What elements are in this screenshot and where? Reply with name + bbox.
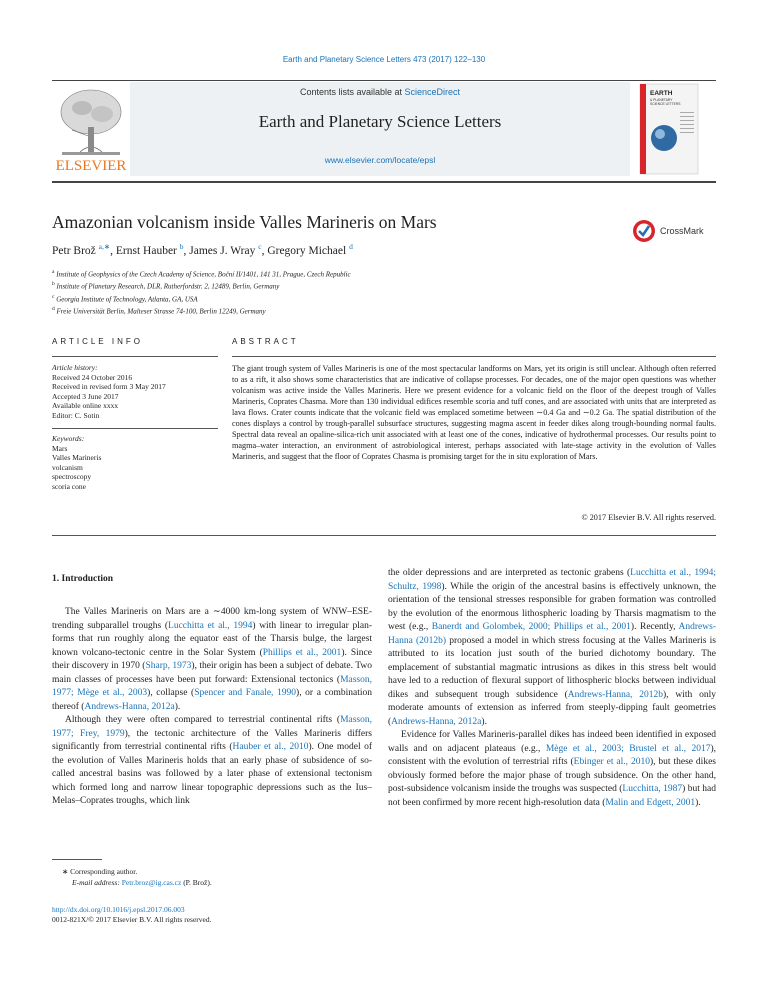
citation-link[interactable]: Phillips et al., 2001	[262, 647, 342, 658]
citation-link[interactable]: Andrews-Hanna, 2012a	[391, 716, 482, 727]
crossmark-icon	[632, 219, 656, 243]
divider	[232, 356, 716, 357]
email-label: E-mail address:	[72, 878, 122, 887]
author-list: Petr Brož $^{a,∗}$, Ernst Hauber $^b$, James J. Wray $^c$, Gregory Michael $^d$	[52, 242, 353, 257]
citation-link[interactable]: Andrews-Hanna (2012b)	[388, 622, 716, 646]
keyword-item: Valles Marineris	[52, 453, 102, 463]
issn-line: 0012-821X/© 2017 Elsevier B.V. All rights reserved.	[52, 915, 212, 924]
doi-link[interactable]: http://dx.doi.org/10.1016/j.epsl.2017.06.003	[52, 905, 185, 914]
paragraph: the older depressions and are interpreted as tectonic grabens (Lucchitta et al., 1994; Schultz, 1998). While the origin of the ancestral basins is effectively unknown, the orientation of the tensional stresses responsible for graben formation was controlled by the evolution of the enormous lithospheric loading by Tharsis magmatism to the west (e.g., Banerdt and Golombek, 2000; Phillips et al., 2001). Recently, Andrews-Hanna (2012b) proposed a model in which stress focusing at the Valles Marineris is attributed to its location just south of the buried dichotomy boundary. The emplacement of substantial magmatic intrusions as dikes in this stress belt would have led to a reduction of flexural support of lithospheric blocks between individual dikes and subsequent trough subsidence (Andrews-Hanna, 2012b), with only moderate amounts of extension as inferred from steeply-dipping fault geometries (Andrews-Hanna, 2012a).	[388, 568, 717, 727]
keyword-item: scoria cone	[52, 481, 86, 491]
contents-prefix: Contents lists available at	[299, 87, 405, 97]
affiliation-item: $^c$ Georgia Institute of Technology, Atlanta, GA, USA	[52, 293, 198, 303]
svg-text:& PLANETARY: & PLANETARY	[650, 98, 673, 102]
article-title: Amazonian volcanism inside Valles Marineris on Mars	[52, 212, 437, 232]
divider	[52, 535, 716, 536]
history-item: Received in revised form 3 May 2017	[52, 382, 166, 392]
author-affiliation-marker[interactable]: d	[349, 242, 353, 251]
section-heading: 1. Introduction	[52, 574, 114, 584]
citation-link[interactable]: Sharp, 1973	[145, 661, 192, 671]
author-affiliation-marker[interactable]: c	[258, 242, 262, 251]
citation-link[interactable]: Hauber et al., 2010	[232, 742, 309, 752]
copyright-notice: © 2017 Elsevier B.V. All rights reserved.	[581, 513, 716, 522]
body-column-right	[388, 567, 716, 810]
citation-link[interactable]: Lucchitta et al., 1994	[168, 620, 253, 631]
footer	[52, 905, 212, 925]
history-item: Accepted 3 June 2017	[52, 391, 119, 401]
affiliation-item: $^a$ Institute of Geophysics of the Czech Academy of Science, Boční II/1401, 141 31, Prague, Czech Republic	[52, 269, 351, 279]
citation-link[interactable]: Masson, 1977; Mège et al., 2003	[52, 674, 372, 698]
divider	[52, 428, 218, 429]
keyword-item: volcanism	[52, 462, 83, 472]
body-column-left	[52, 606, 372, 809]
citation-link[interactable]: Malin and Edgett, 2001	[605, 797, 696, 808]
keyword-item: Mars	[52, 443, 68, 453]
elsevier-logo	[52, 82, 130, 176]
article-history	[52, 363, 218, 421]
contents-line	[130, 87, 630, 97]
journal-cover-image	[636, 82, 716, 176]
citation-link[interactable]: Andrews-Hanna, 2012b	[567, 689, 664, 700]
author-affiliation-marker[interactable]: a,∗	[98, 242, 111, 251]
author-name[interactable]: Gregory Michael	[267, 244, 347, 257]
footnote-text: Corresponding author.	[70, 867, 138, 876]
author-name[interactable]: Petr Brož	[52, 244, 96, 257]
author-name[interactable]: James J. Wray	[189, 244, 256, 257]
journal-reference[interactable]: Earth and Planetary Science Letters 473 (2017) 122–130	[282, 55, 486, 64]
article-info-heading: ARTICLE INFO	[52, 337, 143, 346]
keyword-list	[52, 434, 218, 492]
email-link[interactable]: Petr.broz@ig.cas.cz	[121, 878, 182, 887]
elsevier-wordmark: ELSEVIER	[55, 158, 127, 174]
history-item: Available online xxxx	[52, 401, 119, 411]
citation-link[interactable]: Lucchitta, 1987	[622, 784, 683, 794]
citation-link[interactable]: Lucchitta et al., 1994; Schultz, 1998	[388, 568, 716, 592]
author-affiliation-marker[interactable]: b	[179, 242, 184, 251]
paragraph: The Valles Marineris on Mars are a ∼4000 km-long system of WNW–ESE-trending subparallel troughs (Lucchitta et al., 1994) with linear to irregular plan-forms that run roughly along the equator east of the Tharsis bulge, the largest known volcano-tectonic centre in the Solar System (Phillips et al., 2001). Since their discovery in 1970 (Sharp, 1973), their origin has been a subject of debate. Two main classes of processes have been put forward: Extensional tectonics (Masson, 1977; Mège et al., 2003), collapse (Spencer and Fanale, 1990), or a combination thereof (Andrews-Hanna, 2012a).	[52, 607, 373, 712]
affiliation-item: $^d$ Freie Universität Berlin, Malteser Strasse 74-100, Berlin 12249, Germany	[52, 305, 266, 316]
citation-link[interactable]: Andrews-Hanna, 2012a	[84, 701, 175, 712]
footnote-divider	[52, 859, 102, 860]
footnote	[52, 866, 212, 888]
abstract-text: The giant trough system of Valles Marineris is one of the most spectacular landforms on Mars, yet its origin is still unclear. Although often referred to as a rift, it also shows some characteristics that are indicative of collapse processes. For decades, one of the major open questions was whether volcanism was active inside the Valles Marineris. Here we present evidence for a volcanic field on the floor of the deepest trough of Valles Marineris, Coprates Chasma. More than 130 individual edifices resemble scoria and tuff cones, and are associated with units that are interpreted as lava flows. Crater counts indicate that the volcanic field was emplaced sometime between ∼0.4 Ga and ∼0.2 Ga. The spatial distribution of the cones displays a control by trough-parallel subsurface structures, suggesting magma ascent in feeder dikes along trough-bounding normal faults. Spectral data reveal an opaline-silica-rich unit associated with at least one of the cones, indicative of hydrothermal processes. Our results point to magma–water interaction, an environment of astrobiological interest, perhaps associated with late-stage activity in the evolution of Valles Marineris, and suggest that the floor of Coprates Chasma is promising target for the in situ exploration of Mars.	[232, 364, 716, 461]
divider	[52, 356, 218, 357]
history-item: Editor: C. Sotin	[52, 410, 100, 420]
paragraph: Evidence for Valles Marineris-parallel dikes has indeed been identified in exposed walls and on adjacent plateaus (e.g., Mège et al., 2003; Brustel et al., 2017), consistent with the evolution of terrestrial rifts (Ebinger et al., 2010), but these dikes obviously formed before the major phase of trough subsidence. On the other hand, post-subsidence volcanism inside the troughs was suspected (Lucchitta, 1987) but had not been confirmed by more recent high-resolution data (Malin and Edgett, 2001).	[388, 730, 716, 808]
history-label: Article history:	[52, 363, 98, 372]
abstract-heading: ABSTRACT	[232, 337, 299, 346]
citation-link[interactable]: Spencer and Fanale, 1990	[194, 688, 297, 698]
keyword-item: spectroscopy	[52, 472, 92, 482]
author-name[interactable]: Ernst Hauber	[115, 244, 177, 257]
sciencedirect-link[interactable]: ScienceDirect	[404, 87, 461, 97]
svg-text:SCIENCE LETTERS: SCIENCE LETTERS	[650, 102, 681, 106]
keywords-label: Keywords:	[52, 434, 85, 443]
citation-link[interactable]: Ebinger et al., 2010	[573, 757, 650, 767]
svg-text:EARTH: EARTH	[650, 90, 673, 97]
history-item: Received 24 October 2016	[52, 372, 133, 382]
journal-title: Earth and Planetary Science Letters	[258, 112, 502, 131]
paragraph: Although they were often compared to terrestrial continental rifts (Masson, 1977; Frey, 1979), the tectonic architecture of the Valles Marineris differs significantly from terrestrial continental rifts (Hauber et al., 2010). One model of the evolution of Valles Marineris holds that an early phase of subsidence of so-called ancestral basins was followed by a later phase of extensional tectonism which formed long and narrow linear topographic depressions such as the Ius–Melas–Coprates troughs, which link	[52, 715, 373, 806]
footnote-marker: ∗	[62, 867, 69, 876]
citation-link[interactable]: Banerdt and Golombek, 2000; Phillips et al., 2001	[431, 622, 631, 632]
affiliation-list	[52, 267, 351, 316]
affiliation-item: $^b$ Institute of Planetary Research, DLR, Rutherfordstr. 2, 12489, Berlin, Germany	[52, 281, 280, 291]
email-suffix: (P. Brož).	[181, 878, 212, 887]
journal-url-link[interactable]: www.elsevier.com/locate/epsl	[324, 155, 436, 165]
crossmark-label: CrossMark	[660, 226, 704, 236]
citation-link[interactable]: Mège et al., 2003; Brustel et al., 2017	[545, 743, 711, 754]
crossmark-button[interactable]	[632, 219, 704, 243]
citation-link[interactable]: Masson, 1977; Frey, 1979	[52, 715, 372, 739]
